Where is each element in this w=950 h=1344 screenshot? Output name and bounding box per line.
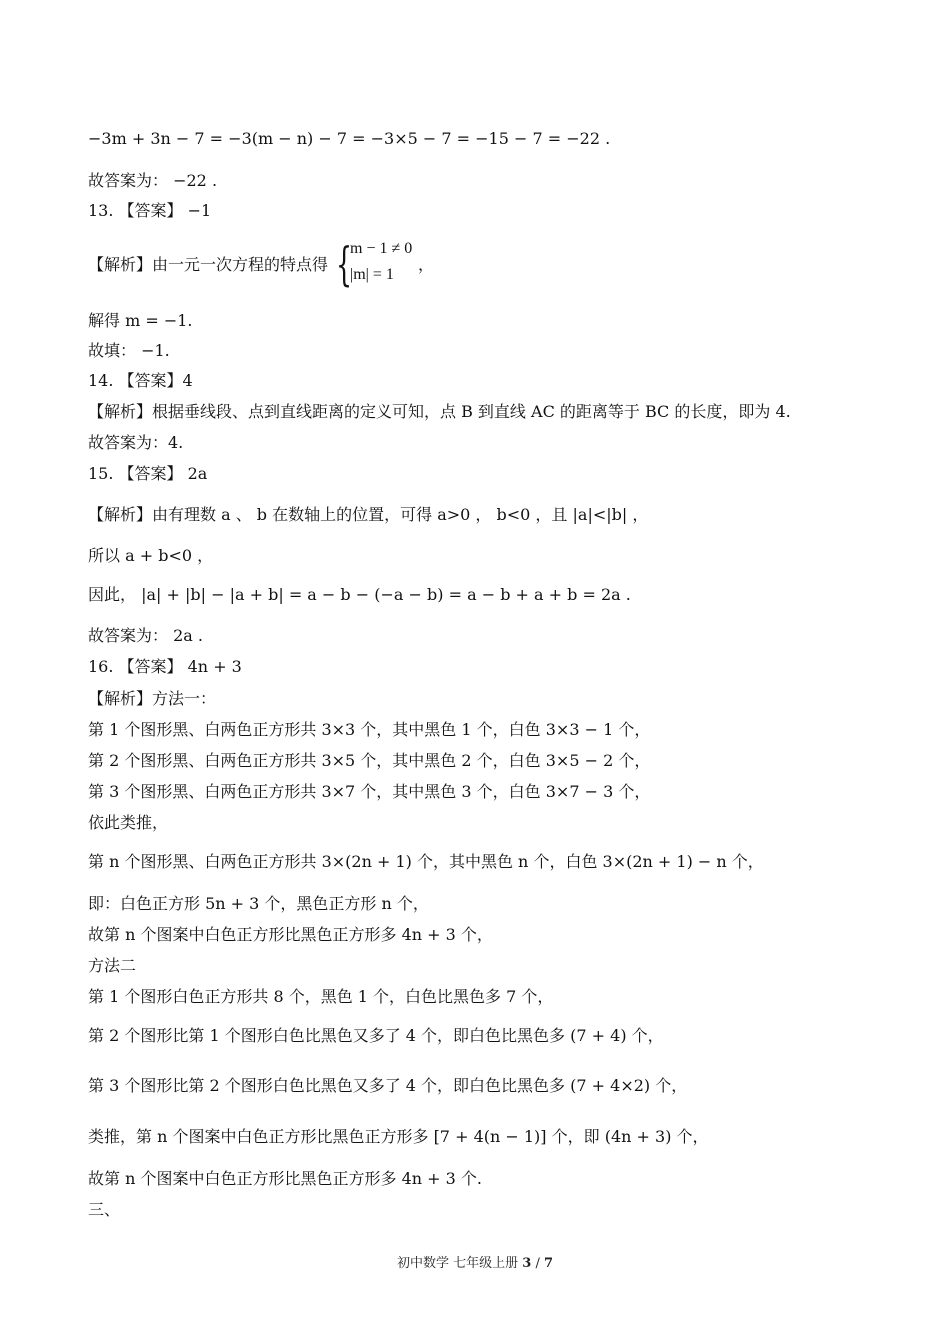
text-line: 类推，第 n 个图案中白色正方形比黑色正方形多 [7 + 4(n − 1)] 个，即 (4n + 3) 个，	[88, 1127, 709, 1146]
text-line: 【解析】根据垂线段、点到直线距离的定义可知，点 B 到直线 AC 的距离等于 BC 的长度，即为 4.	[88, 402, 791, 421]
text-line: 第 3 个图形黑、白两色正方形共 3×7 个，其中黑色 3 个，白色 3×7 − 3 个，	[88, 782, 651, 801]
left-brace-icon: {	[336, 237, 353, 291]
text-line: 第 n 个图形黑、白两色正方形共 3×(2n + 1) 个，其中黑色 n 个，白色 3×(2n + 1) − n 个，	[88, 852, 764, 871]
text-line: 所以 a + b<0 ，	[88, 546, 214, 565]
text-line: 依此类推，	[88, 813, 169, 832]
text-line: 第 1 个图形白色正方形共 8 个，黑色 1 个，白色比黑色多 7 个，	[88, 987, 554, 1006]
footer-page-number: 3	[522, 1256, 532, 1271]
text-line: 16. 【答案】 4n + 3	[88, 657, 242, 676]
text-line: 故第 n 个图案中白色正方形比黑色正方形多 4n + 3 个，	[88, 925, 493, 944]
text-line: 故答案为： −22 .	[88, 171, 218, 190]
text-line: 三、	[88, 1200, 121, 1219]
text-line: 第 2 个图形比第 1 个图形白色比黑色又多了 4 个，即白色比黑色多 (7 + 4) 个，	[88, 1026, 664, 1045]
text-line: 故答案为： 2a .	[88, 626, 203, 645]
text-line: 方法二	[88, 956, 137, 975]
text-line: 14. 【答案】4	[88, 371, 193, 390]
text-line: 故填： −1.	[88, 341, 170, 360]
text-line: 13. 【答案】 −1	[88, 201, 212, 220]
text-line: 解得 m = −1.	[88, 311, 193, 330]
system-tail: ，	[418, 255, 435, 274]
text-line: 15. 【答案】 2a	[88, 464, 208, 483]
text-line: 第 1 个图形黑、白两色正方形共 3×3 个，其中黑色 1 个，白色 3×3 − 1 个，	[88, 720, 651, 739]
footer-subject: 初中数学 七年级上册	[396, 1256, 519, 1271]
system-equation-1: m − 1 ≠ 0	[350, 240, 413, 257]
page-footer	[0, 1252, 950, 1271]
text-line: 即：白色正方形 5n + 3 个，黑色正方形 n 个，	[88, 894, 429, 913]
text-line: 故第 n 个图案中白色正方形比黑色正方形多 4n + 3 个.	[88, 1169, 482, 1188]
system-equation-2: |m| = 1	[350, 266, 394, 283]
footer-separator: /	[531, 1256, 544, 1271]
text-line: 【解析】由有理数 a 、 b 在数轴上的位置，可得 a>0 ， b<0 ，且 |a|<|b| ，	[88, 505, 649, 524]
footer-page-total: 7	[543, 1256, 554, 1271]
text-line: −3m + 3n − 7 = −3(m − n) − 7 = −3×5 − 7 = −15 − 7 = −22 .	[88, 129, 611, 148]
text-line: 第 3 个图形比第 2 个图形白色比黑色又多了 4 个，即白色比黑色多 (7 + 4×2) 个，	[88, 1076, 688, 1095]
text-line: 因此， |a| + |b| − |a + b| = a − b − (−a − b) = a − b + a + b = 2a .	[88, 585, 631, 604]
text-line: 第 2 个图形黑、白两色正方形共 3×5 个，其中黑色 2 个，白色 3×5 − 2 个，	[88, 751, 651, 770]
text-line: 故答案为：4.	[88, 433, 184, 452]
text-line: 【解析】方法一：	[88, 689, 217, 708]
analysis-label: 【解析】由一元一次方程的特点得	[88, 255, 329, 274]
